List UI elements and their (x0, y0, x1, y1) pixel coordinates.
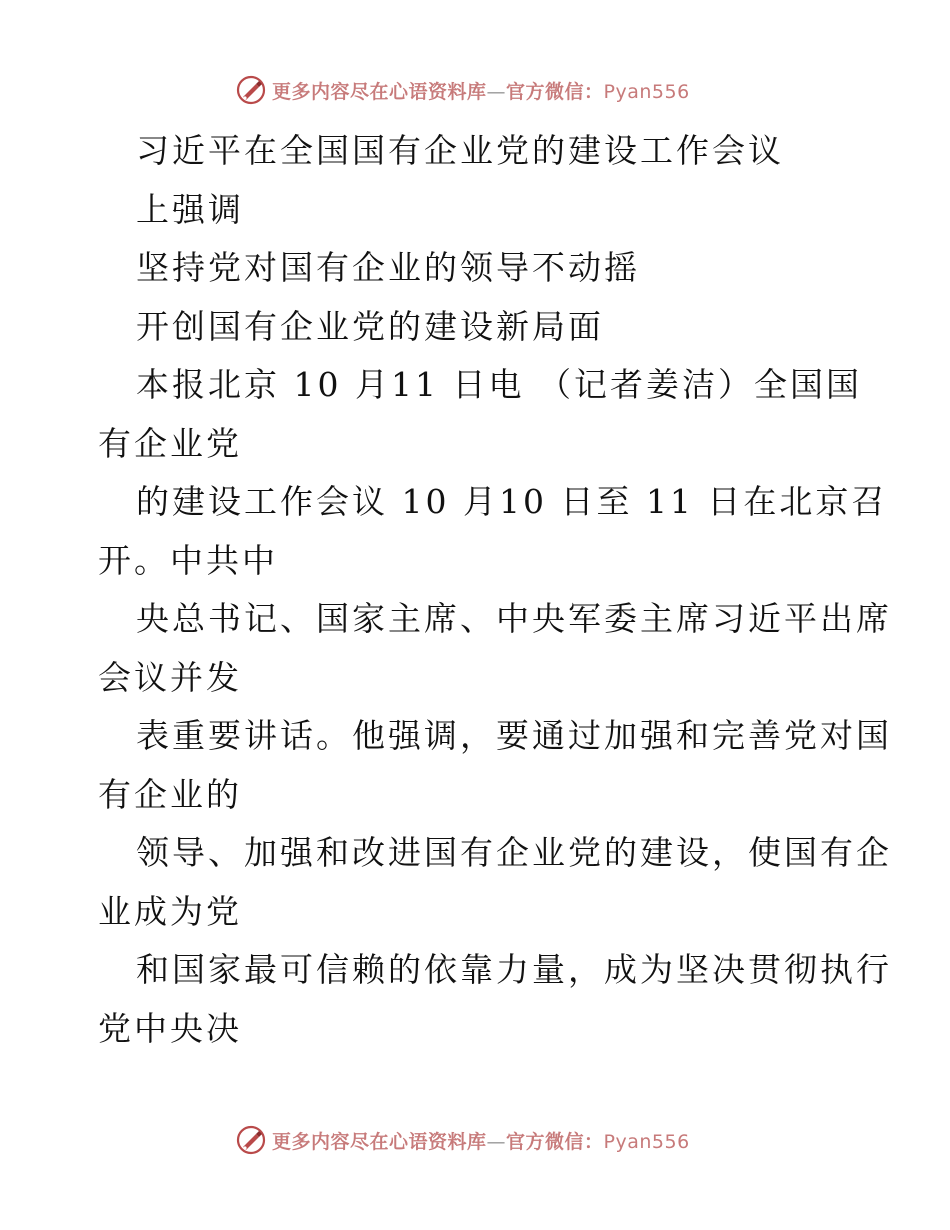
text-line: 坚持党对国有企业的领导不动摇 (136, 248, 640, 287)
footer-watermark-text: 更多内容尽在心语资料库—官方微信：Pyan556 (272, 1130, 690, 1153)
header-watermark (236, 73, 690, 107)
text-line: 习近平在全国国有企业党的建设工作会议 (136, 131, 784, 170)
text-line: 有企业党 (98, 423, 242, 463)
text-line: 本报北京 10 月11 日电 （记者姜洁）全国国 (136, 365, 862, 404)
text-line: 会议并发 (98, 657, 242, 697)
text-line: 开。中共中 (98, 540, 278, 580)
text-line: 上强调 (136, 189, 244, 229)
text-line: 开创国有企业党的建设新局面 (136, 306, 604, 346)
article-body (98, 122, 892, 1058)
text-line: 央总书记、国家主席、中央军委主席习近平出席 (136, 599, 892, 638)
text-line: 领导、加强和改进国有企业党的建设，使国有企 (136, 833, 892, 872)
text-line: 有企业的 (98, 774, 242, 814)
text-line: 和国家最可信赖的依靠力量，成为坚决贯彻执行 (136, 950, 892, 989)
pen-logo-icon (236, 1125, 266, 1155)
footer-watermark (236, 1123, 690, 1157)
text-line: 表重要讲话。他强调，要通过加强和完善党对国 (136, 716, 892, 755)
text-line: 党中央决 (98, 1008, 242, 1048)
pen-logo-icon (236, 75, 266, 105)
text-line: 的建设工作会议 10 月10 日至 11 日在北京召 (136, 482, 888, 521)
header-watermark-text: 更多内容尽在心语资料库—官方微信：Pyan556 (272, 80, 690, 103)
text-line: 业成为党 (98, 891, 242, 931)
